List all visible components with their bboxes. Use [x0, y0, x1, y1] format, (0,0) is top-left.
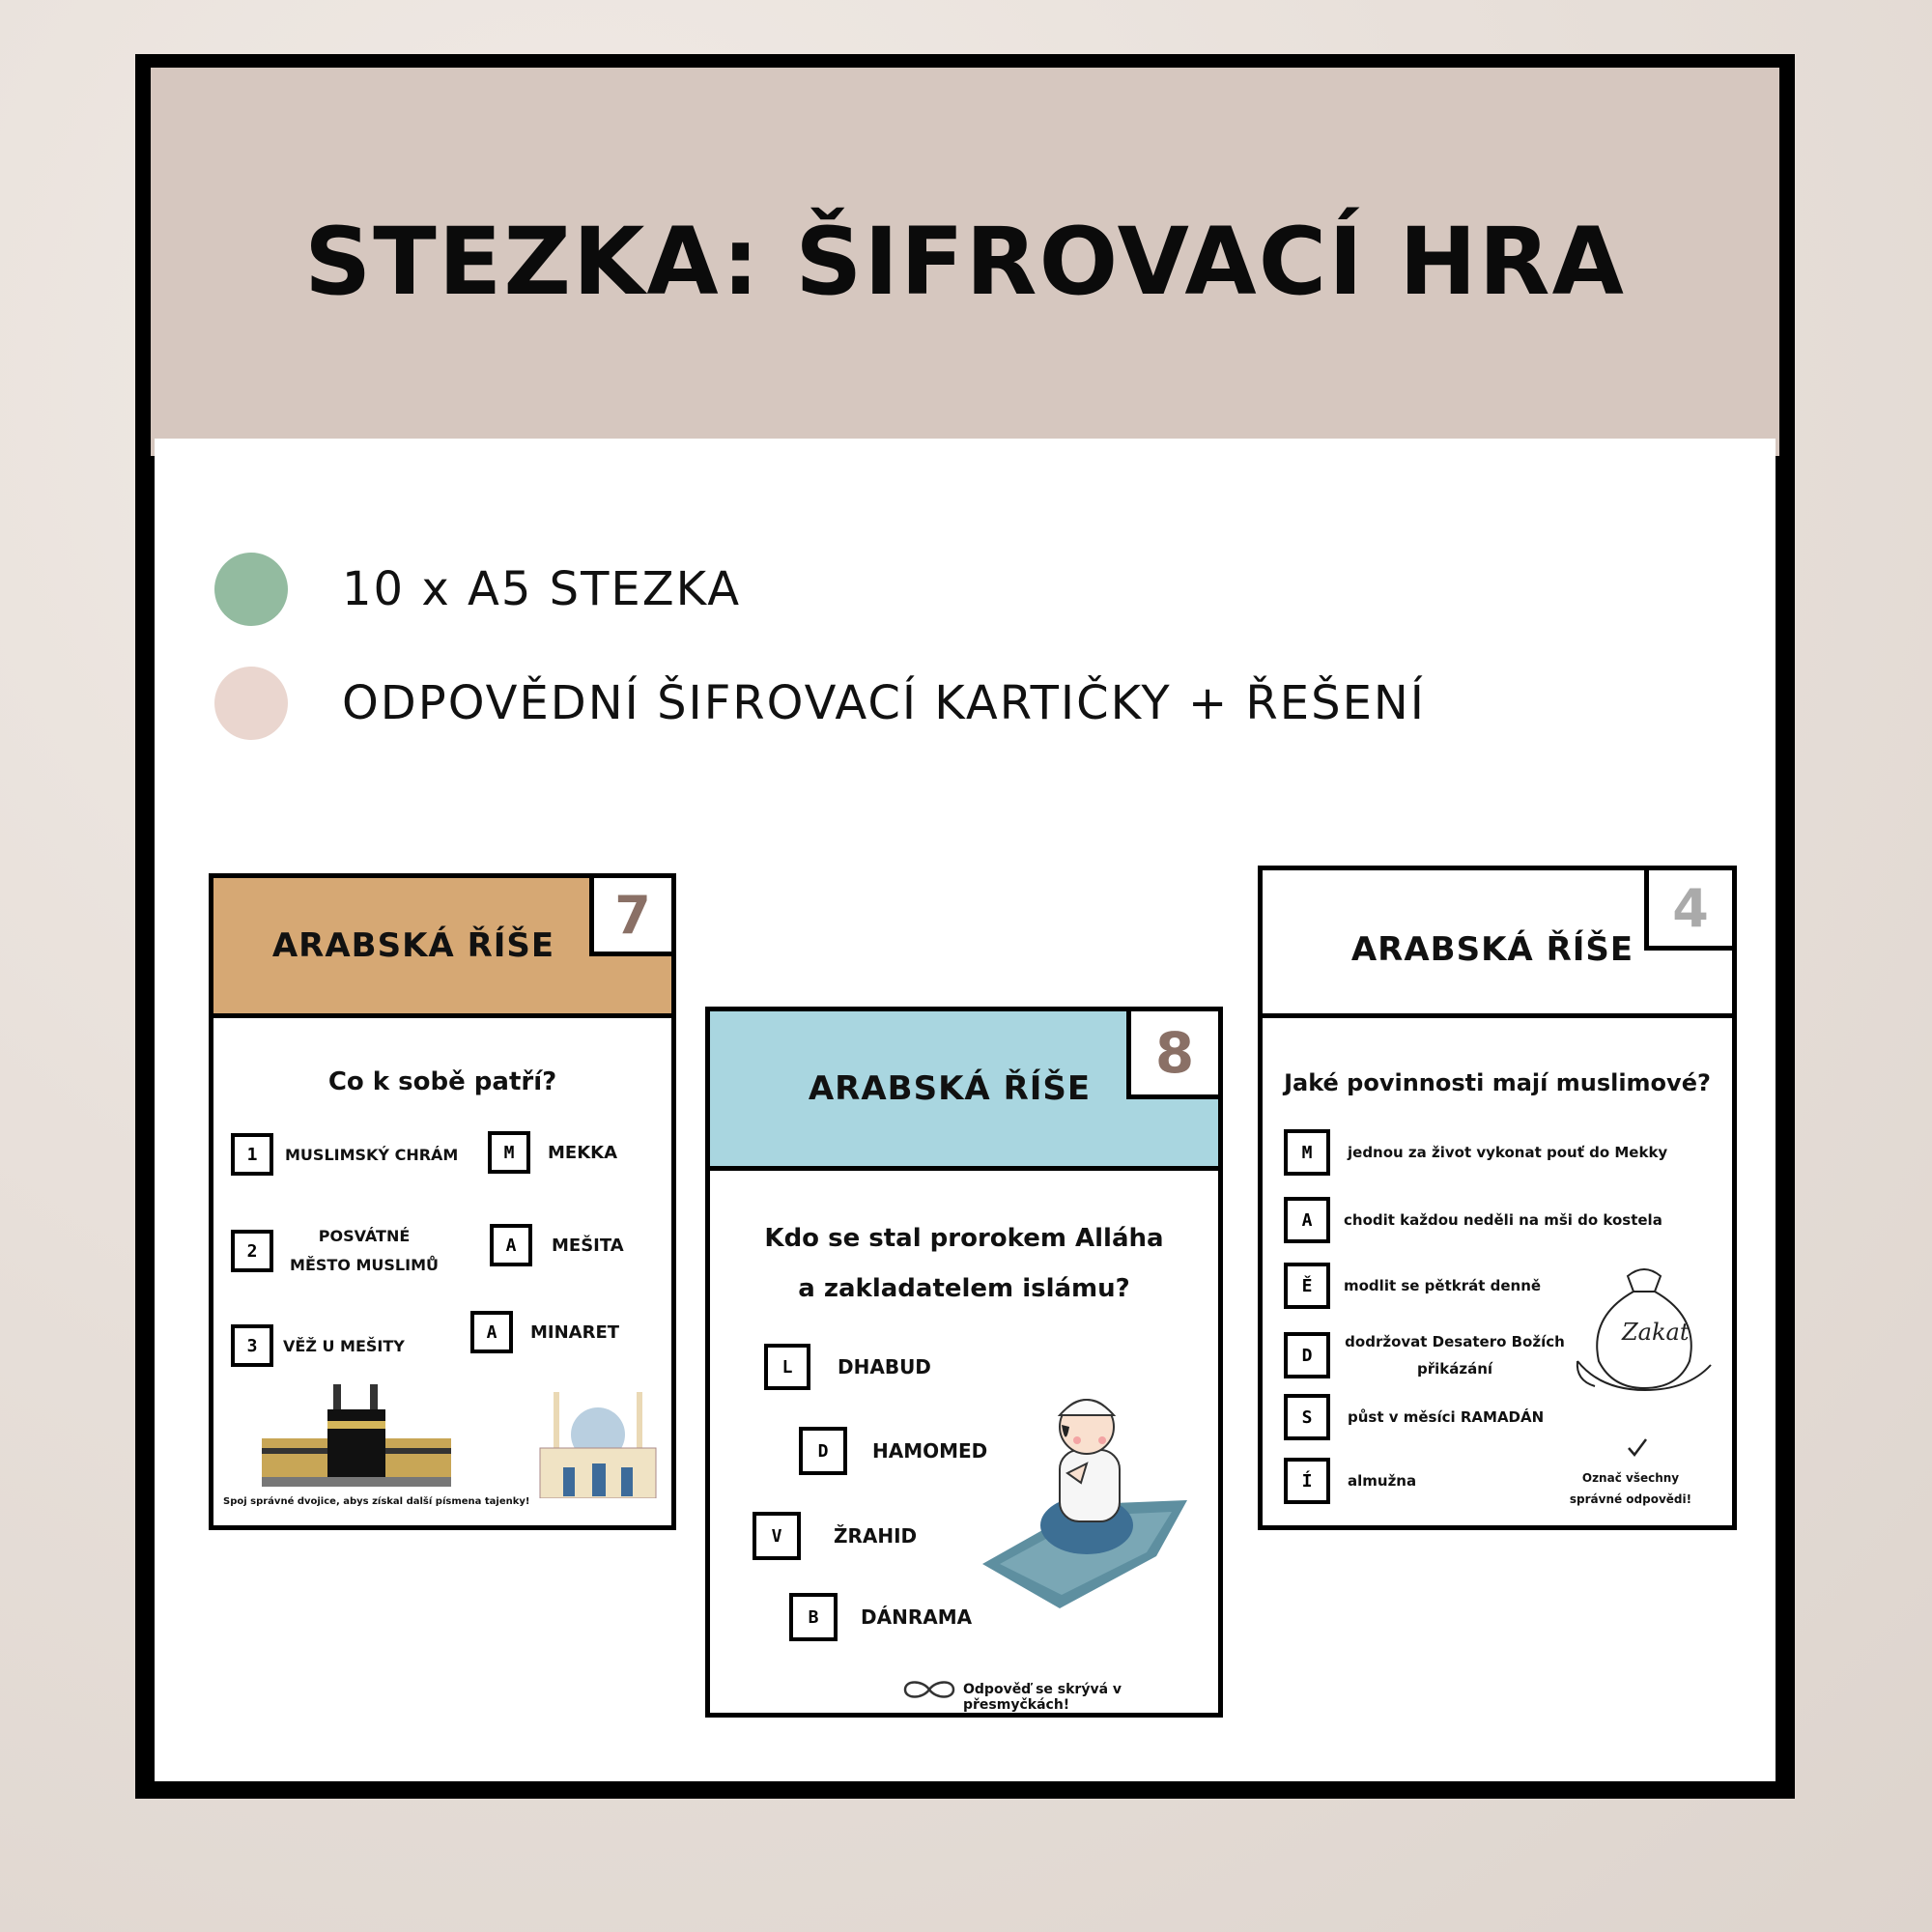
letter-box: 1 — [231, 1133, 273, 1176]
pair-text: MINARET — [530, 1321, 620, 1343]
card-number: 4 — [1644, 866, 1737, 951]
green-dot-icon — [214, 553, 288, 626]
card-footer: Odpověď se skrývá v přesmyčkách! — [963, 1682, 1122, 1713]
letter-box: S — [1284, 1394, 1330, 1440]
card-8 — [705, 1007, 1223, 1718]
letter-box: Ě — [1284, 1263, 1330, 1309]
pair-left-3 — [231, 1324, 405, 1367]
infinity-icon — [901, 1678, 957, 1701]
pair-left-1 — [231, 1133, 458, 1176]
card-question: Jaké povinnosti mají muslimové? — [1284, 1069, 1711, 1096]
pair-right-2 — [490, 1224, 624, 1266]
anagram-text: DÁNRAMA — [861, 1605, 973, 1629]
bullet-text: ODPOVĚDNÍ ŠIFROVACÍ KARTIČKY + ŘEŠENÍ — [342, 676, 1426, 730]
duty-row-1 — [1284, 1129, 1667, 1176]
content-panel — [155, 439, 1776, 1781]
pair-text: MEŠITA — [552, 1235, 624, 1256]
anagram-text: HAMOMED — [872, 1439, 988, 1463]
checkmark-icon — [1626, 1436, 1649, 1458]
card-footer: Spoj správné dvojice, abys získal další písmena tajenky! — [223, 1496, 530, 1507]
card-number: 8 — [1126, 1007, 1223, 1099]
letter-box: 2 — [231, 1230, 273, 1272]
duty-text: půst v měsíci RAMADÁN — [1348, 1408, 1545, 1426]
letter-box: B — [789, 1593, 838, 1641]
zakat-label: Zakat — [1622, 1319, 1690, 1346]
letter-box: V — [753, 1512, 801, 1560]
bullet-item-karticky — [214, 667, 1426, 740]
card-title: ARABSKÁ ŘÍŠE — [271, 926, 555, 965]
anagram-text: DHABUD — [838, 1355, 931, 1378]
anagram-text: ŽRAHID — [834, 1524, 918, 1548]
pair-left-2 — [231, 1222, 441, 1280]
main-frame — [135, 54, 1795, 1799]
pair-text: POSVÁTNÉ MĚSTO MUSLIMŮ — [290, 1227, 439, 1274]
card-question: Co k sobě patří? — [327, 1067, 557, 1096]
anagram-row-1 — [764, 1344, 931, 1390]
duty-text: chodit každou neděli na mši do kostela — [1344, 1211, 1662, 1229]
letter-box: D — [799, 1427, 847, 1475]
page-title: STEZKA: ŠIFROVACÍ HRA — [304, 208, 1626, 316]
letter-box: A — [1284, 1197, 1330, 1243]
anagram-row-3 — [753, 1512, 917, 1560]
duty-row-6 — [1284, 1458, 1416, 1504]
mosque-icon — [530, 1375, 666, 1498]
letter-box: A — [470, 1311, 513, 1353]
letter-box: M — [488, 1131, 530, 1174]
duty-text: almužna — [1348, 1472, 1417, 1490]
duty-row-5 — [1284, 1394, 1544, 1440]
pair-right-1 — [488, 1131, 617, 1174]
pair-text: MUSLIMSKÝ CHRÁM — [285, 1145, 459, 1164]
card-4 — [1258, 866, 1737, 1530]
pair-right-3 — [470, 1311, 619, 1353]
pink-dot-icon — [214, 667, 288, 740]
pair-text: VĚŽ U MEŠITY — [283, 1336, 405, 1355]
letter-box: D — [1284, 1332, 1330, 1378]
pair-text: MEKKA — [548, 1142, 618, 1163]
card-title: ARABSKÁ ŘÍŠE — [1350, 930, 1634, 969]
letter-box: A — [490, 1224, 532, 1266]
praying-boy-icon — [973, 1380, 1191, 1608]
anagram-row-4 — [789, 1593, 972, 1641]
title-banner — [151, 68, 1779, 456]
card-question-line1: Kdo se stal prorokem Alláha — [764, 1224, 1164, 1253]
card-number: 7 — [589, 873, 676, 956]
duty-row-3 — [1284, 1263, 1541, 1309]
kaaba-icon — [262, 1380, 451, 1487]
duty-text: dodržovat Desatero Božích přikázání — [1345, 1333, 1565, 1378]
duty-text: jednou za život vykonat pouť do Mekky — [1348, 1144, 1668, 1161]
letter-box: M — [1284, 1129, 1330, 1176]
bullet-text: 10 x A5 STEZKA — [342, 562, 742, 616]
letter-box: L — [764, 1344, 810, 1390]
card-footer: Označ všechny správné odpovědi! — [1569, 1471, 1692, 1506]
bullet-item-stezka — [214, 553, 741, 626]
card-title: ARABSKÁ ŘÍŠE — [808, 1069, 1092, 1108]
duty-row-4 — [1284, 1328, 1566, 1382]
card-7 — [209, 873, 676, 1530]
anagram-row-2 — [799, 1427, 987, 1475]
duty-text: modlit se pětkrát denně — [1344, 1277, 1542, 1294]
card-question-line2: a zakladatelem islámu? — [798, 1274, 1130, 1303]
letter-box: 3 — [231, 1324, 273, 1367]
letter-box: Í — [1284, 1458, 1330, 1504]
duty-row-2 — [1284, 1197, 1662, 1243]
